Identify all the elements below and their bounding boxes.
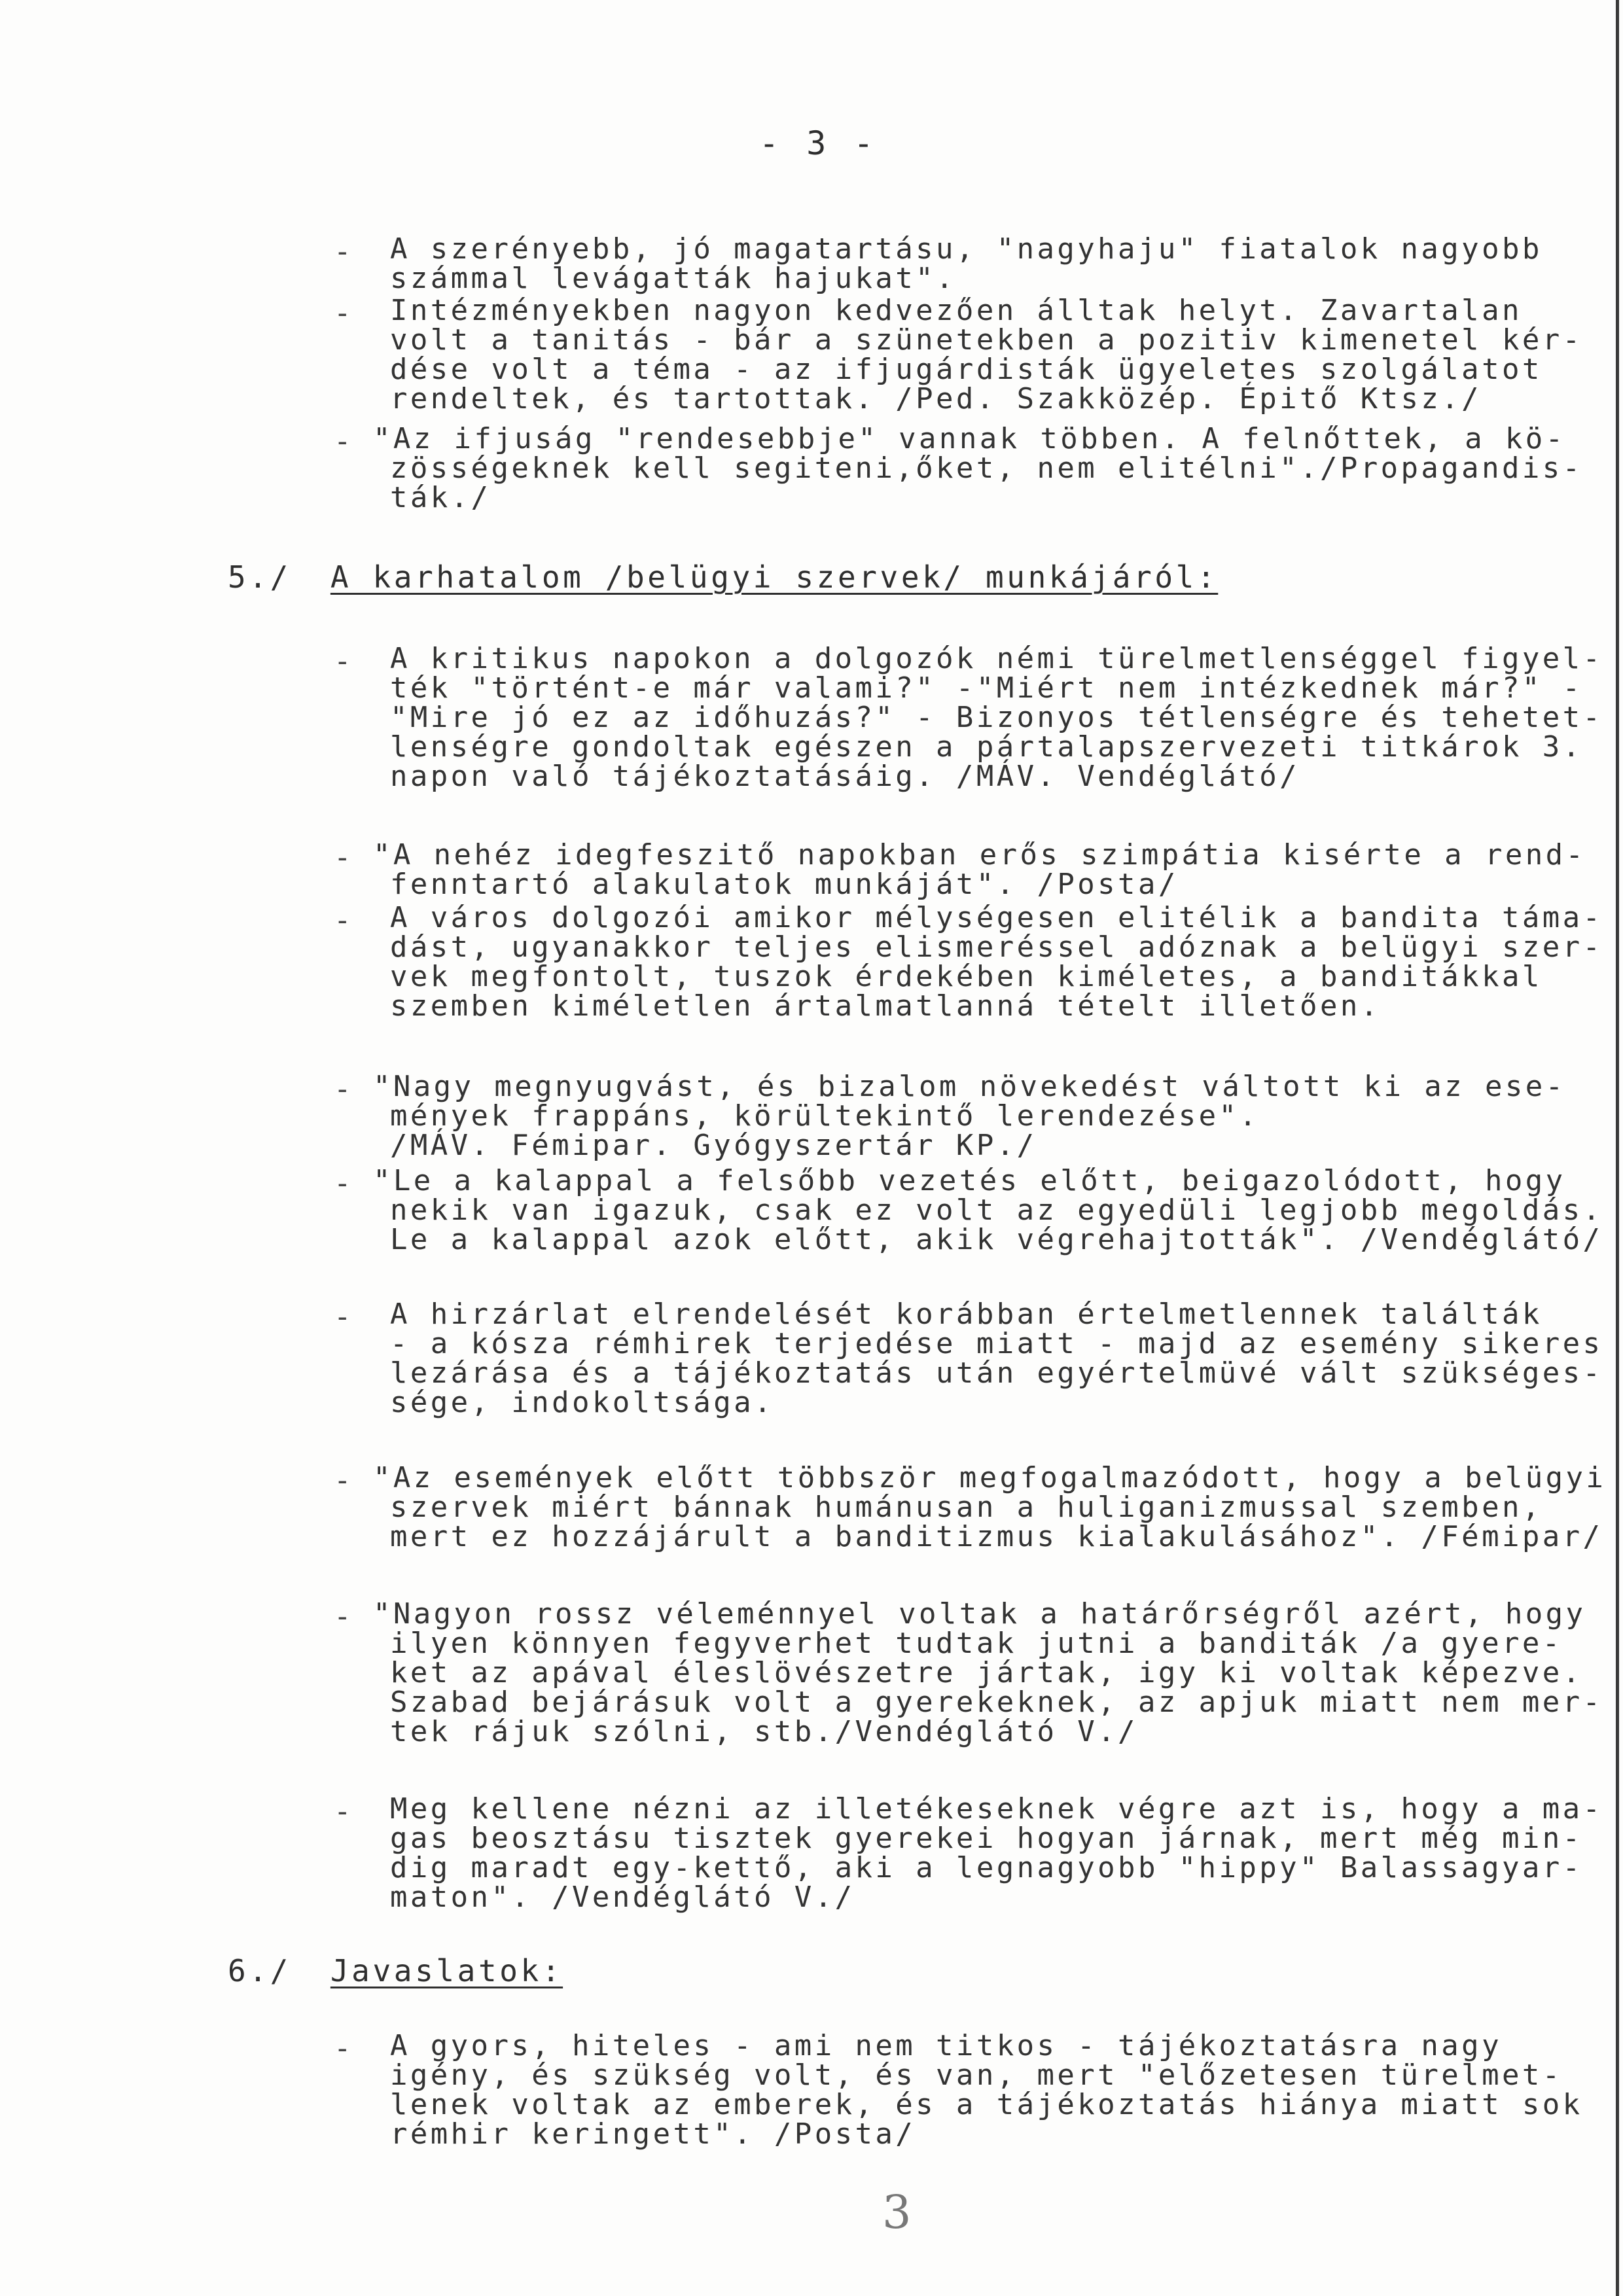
text-line: szervek miért bánnak humánusan a huliganizmussal szemben,	[390, 1491, 1543, 1524]
text-line: vek megfontolt, tuszok érdekében kiméletes, a banditákkal	[390, 960, 1543, 993]
text-line: rémhir keringett". /Posta/	[390, 2117, 916, 2151]
section-5-item-1	[390, 644, 1603, 791]
section-5-item-4	[373, 1072, 1566, 1160]
text-line: számmal levágatták hajukat".	[390, 262, 956, 295]
section-5-item-6	[390, 1299, 1603, 1417]
text-line: mert ez hozzájárult a banditizmus kialakulásához". /Fémipar/	[390, 1520, 1603, 1553]
text-line: fenntartó alakulatok munkáját". /Posta/	[390, 868, 1179, 901]
bullet-dash: -	[334, 296, 351, 330]
page-number: - 3 -	[759, 124, 878, 162]
text-line: lenségre gondoltak egészen a pártalapszervezeti titkárok 3.	[390, 730, 1583, 764]
bullet-dash: -	[334, 1300, 351, 1333]
page-edge-shadow	[1616, 0, 1619, 2296]
bullet-dash: -	[334, 2032, 351, 2065]
text-line: Le a kalappal azok előtt, akik végrehajtották". /Vendéglátó/	[390, 1223, 1603, 1256]
text-line: volt a tanitás - bár a szünetekben a pozitiv kimenetel kér-	[390, 323, 1583, 357]
section-5-number: 5./	[228, 559, 291, 595]
text-line: lenek voltak az emberek, és a tájékoztatás hiánya miatt sok	[390, 2088, 1583, 2121]
text-line: rendeltek, és tartottak. /Ped. Szakközép. Épitő Ktsz./	[390, 382, 1482, 415]
text-line: Szabad bejárásuk volt a gyerekeknek, az apjuk miatt nem mer-	[390, 1686, 1603, 1719]
text-line: A hirzárlat elrendelését korábban értelmetlennek találták	[390, 1298, 1543, 1331]
text-line: "Az ifjuság "rendesebbje" vannak többen. A felnőttek, a kö-	[373, 422, 1566, 455]
text-line: "Mire jó ez az időhuzás?" - Bizonyos tétlenségre és tehetet-	[390, 701, 1603, 734]
bullet-dash: -	[334, 1167, 351, 1200]
bullet-dash: -	[334, 1072, 351, 1106]
text-line: maton". /Vendéglátó V./	[390, 1881, 855, 1914]
text-line: szemben kiméletlen ártalmatlanná tételt illetően.	[390, 989, 1381, 1023]
text-line: tek rájuk szólni, stb./Vendéglátó V./	[390, 1715, 1138, 1748]
section-5-item-8	[373, 1599, 1603, 1746]
text-line: "A nehéz idegfeszitő napokban erős szimpátia kisérte a rend-	[373, 838, 1586, 872]
text-line: mények frappáns, körültekintő lerendezése".	[390, 1099, 1260, 1133]
text-line: ilyen könnyen fegyverhet tudtak jutni a banditák /a gyere-	[390, 1627, 1563, 1660]
intro-item-1	[390, 234, 1543, 293]
text-line: napon való tájékoztatásáig. /MÁV. Vendéglátó/	[390, 760, 1300, 793]
bullet-dash: -	[334, 1600, 351, 1633]
text-line: lezárása és a tájékoztatás után egyértelmüvé vált szükséges-	[390, 1356, 1603, 1390]
section-5-title: A karhatalom /belügyi szervek/ munkájáról:	[330, 559, 1219, 595]
text-line: ték "történt-e már valami?" -"Miért nem intézkednek már?" -	[390, 671, 1583, 705]
text-line: Intézményekben nagyon kedvezően álltak helyt. Zavartalan	[390, 294, 1522, 327]
text-line: "Az események előtt többször megfogalmazódott, hogy a belügyi	[373, 1461, 1607, 1494]
text-line: zösségeknek kell segiteni,őket, nem elitélni"./Propagandis-	[390, 451, 1583, 485]
bullet-dash: -	[334, 645, 351, 678]
section-5-heading	[228, 561, 1218, 593]
bullet-dash: -	[334, 841, 351, 874]
text-line: ták./	[390, 481, 491, 514]
bullet-dash: -	[334, 235, 351, 268]
bullet-dash: -	[334, 1795, 351, 1828]
text-line: /MÁV. Fémipar. Gyógyszertár KP./	[390, 1129, 1037, 1162]
bullet-dash: -	[334, 904, 351, 937]
text-line: A kritikus napokon a dolgozók némi türelmetlenséggel figyel-	[390, 642, 1603, 675]
text-line: dig maradt egy-kettő, aki a legnagyobb "hippy" Balassagyar-	[390, 1851, 1583, 1884]
section-5-item-2	[373, 840, 1586, 899]
text-line: - a kósza rémhirek terjedése miatt - majd az esemény sikeres	[390, 1327, 1603, 1360]
text-line: nekik van igazuk, csak ez volt az egyedüli legjobb megoldás.	[390, 1193, 1603, 1227]
text-line: dást, ugyanakkor teljes elismeréssel adóznak a belügyi szer-	[390, 930, 1603, 964]
section-5-item-7	[373, 1463, 1606, 1551]
section-5-item-5	[373, 1166, 1603, 1254]
text-line: sége, indokoltsága.	[390, 1386, 774, 1419]
text-line: "Nagy megnyugvást, és bizalom növekedést váltott ki az ese-	[373, 1070, 1566, 1103]
text-line: ket az apával éleslövészetre jártak, igy ki voltak képezve.	[390, 1656, 1583, 1689]
handwritten-page-number: 3	[882, 2185, 912, 2239]
section-5-item-3	[390, 903, 1603, 1021]
bullet-dash: -	[334, 1464, 351, 1497]
text-line: A gyors, hiteles - ami nem titkos - tájékoztatásra nagy	[390, 2029, 1502, 2062]
text-line: igény, és szükség volt, és van, mert "előzetesen türelmet-	[390, 2058, 1563, 2092]
text-line: "Nagyon rossz véleménnyel voltak a határőrségről azért, hogy	[373, 1597, 1586, 1631]
section-5-item-9	[390, 1794, 1603, 1912]
section-6-heading	[228, 1955, 563, 1987]
intro-item-3	[373, 424, 1583, 512]
intro-item-2	[390, 296, 1583, 414]
section-6-title: Javaslatok:	[330, 1953, 563, 1988]
text-line: A város dolgozói amikor mélységesen elitélik a bandita táma-	[390, 901, 1603, 934]
text-line: Meg kellene nézni az illetékeseknek végre azt is, hogy a ma-	[390, 1792, 1603, 1826]
section-6-item-1	[390, 2031, 1583, 2149]
text-line: A szerényebb, jó magatartásu, "nagyhaju" fiatalok nagyobb	[390, 232, 1543, 266]
section-6-number: 6./	[228, 1953, 291, 1988]
bullet-dash: -	[334, 425, 351, 458]
text-line: gas beosztásu tisztek gyerekei hogyan járnak, mert még min-	[390, 1822, 1583, 1855]
text-line: dése volt a téma - az ifjugárdisták ügyeletes szolgálatot	[390, 353, 1543, 386]
text-line: "Le a kalappal a felsőbb vezetés előtt, beigazolódott, hogy	[373, 1164, 1566, 1197]
